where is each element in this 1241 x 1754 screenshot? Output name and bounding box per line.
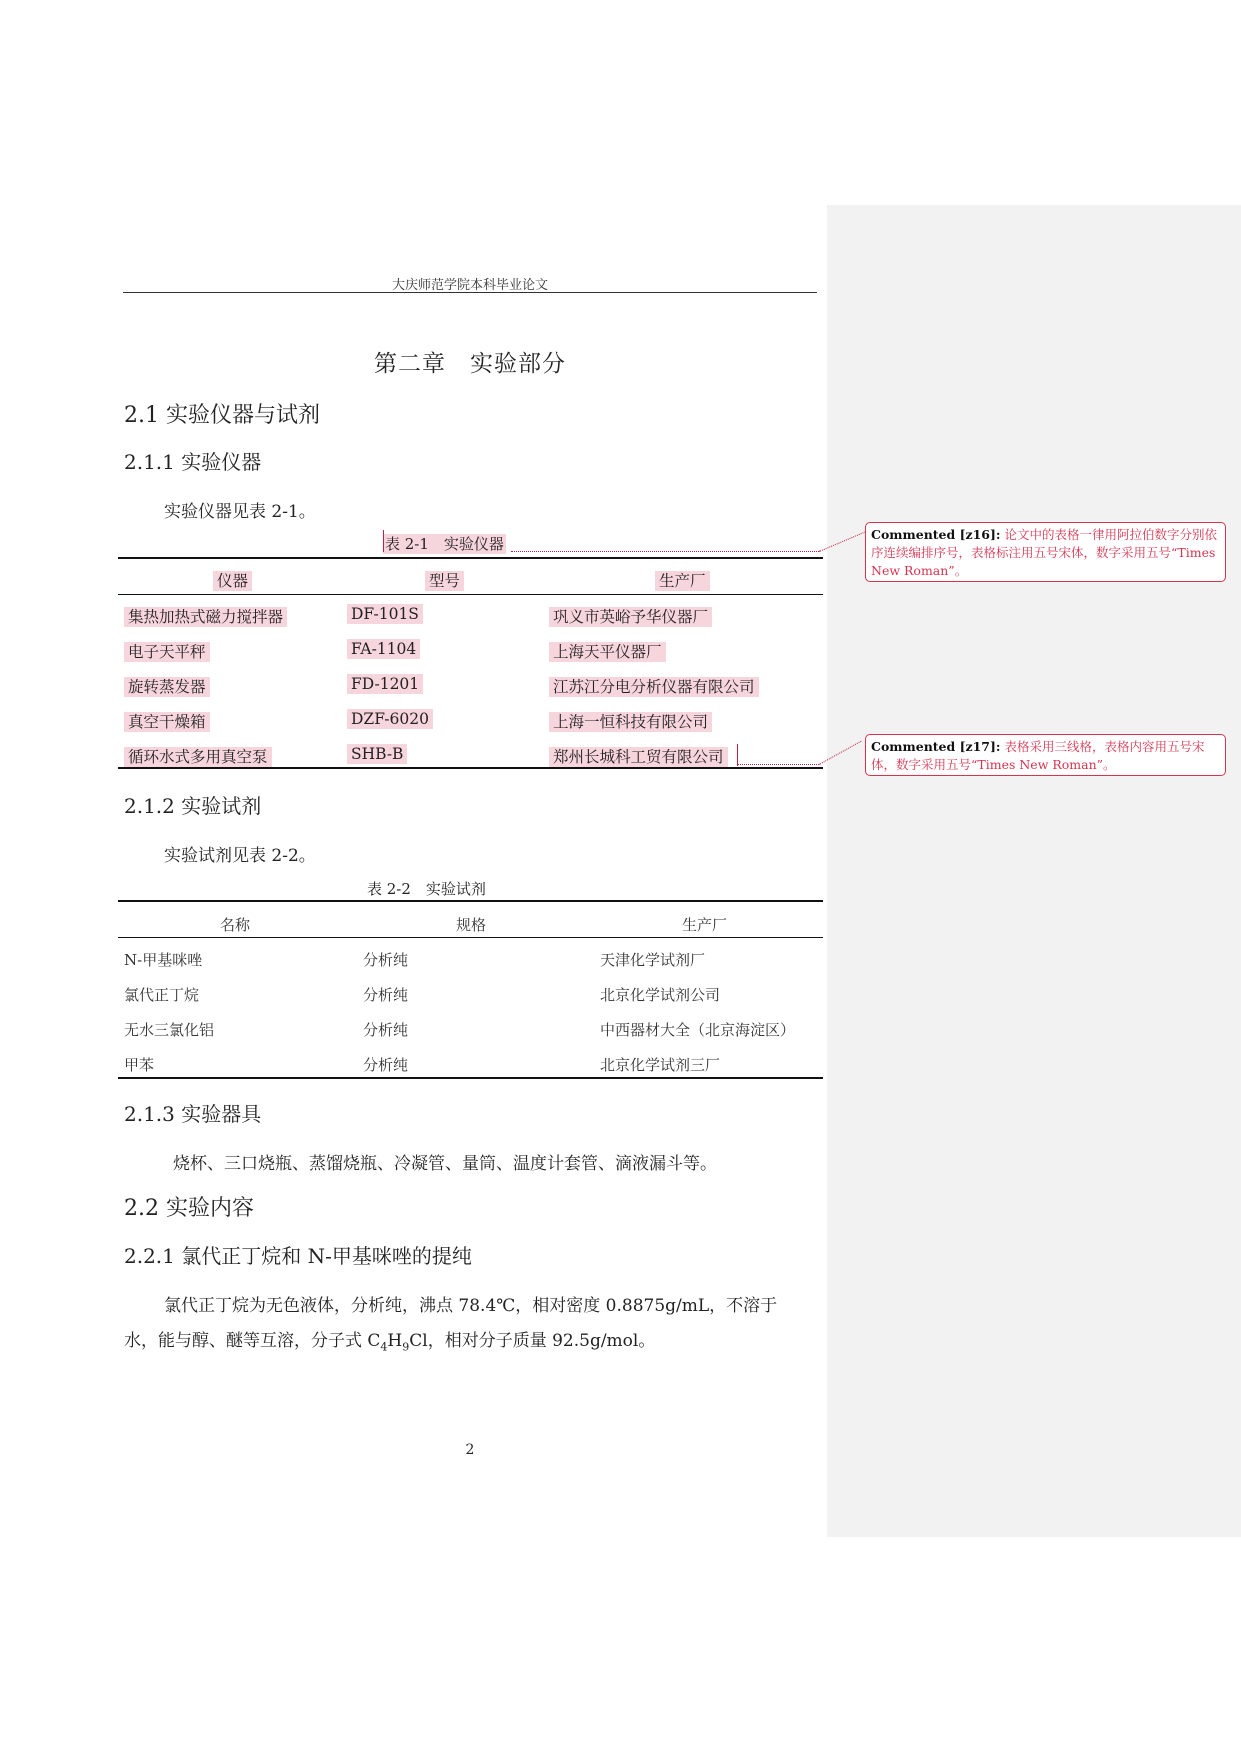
comment-z16-text: 论文中的表格一律用阿拉伯数字分别依序连续编排序号，表格标注用五号宋体，数字采用五号“Times New Roman”。 <box>871 527 1218 578</box>
header-rule <box>123 292 817 293</box>
table2-cell: 中西器材大全（北京海淀区） <box>600 1021 796 1039</box>
table1-cell: 循环水式多用真空泵 <box>124 745 272 767</box>
table1-caption-text: 表 2-1 实验仪器 <box>385 535 504 553</box>
table1-header-rule <box>118 594 823 595</box>
comment-z17-label: Commented [z17]: <box>871 739 1001 754</box>
table1-cell: 电子天平秤 <box>124 640 210 662</box>
table1-cell: FD-1201 <box>347 675 423 693</box>
section-2-1-1-heading: 2.1.1 实验仪器 <box>124 450 262 474</box>
table1-cell: FA-1104 <box>347 640 420 658</box>
table1-cell: 江苏江分电分析仪器有限公司 <box>549 675 759 697</box>
section-2-1-heading: 2.1 实验仪器与试剂 <box>124 403 320 428</box>
table2-header-spec: 规格 <box>456 916 487 934</box>
section-2-1-3-heading: 2.1.3 实验器具 <box>124 1102 262 1126</box>
table1-cell: DF-101S <box>347 605 423 623</box>
comment-z16-leader <box>511 551 819 552</box>
table1-cell: SHB-B <box>347 745 407 763</box>
table2-cell: 氯代正丁烷 <box>124 986 200 1004</box>
table1-bottom-rule <box>118 767 823 769</box>
table1-cell: 旋转蒸发器 <box>124 675 210 697</box>
table1-cell: 集热加热式磁力搅拌器 <box>124 605 287 627</box>
table2-cell: 北京化学试剂三厂 <box>600 1056 721 1074</box>
table1-top-rule <box>118 557 823 559</box>
page-number: 2 <box>465 1442 475 1458</box>
section-2-2-1-heading: 2.2.1 氯代正丁烷和 N-甲基咪唑的提纯 <box>124 1244 472 1268</box>
table2-top-rule <box>118 900 823 902</box>
section-2-1-2-heading: 2.1.2 实验试剂 <box>124 794 262 818</box>
table2-cell: 甲苯 <box>124 1056 155 1074</box>
section-2-2-1-text-line2: 水，能与醇、醚等互溶，分子式 $C_4H_9Cl$，相对分子质量 92.5g/mol。 <box>124 1331 656 1354</box>
section-2-1-2-text: 实验试剂见表 2-2。 <box>164 846 316 866</box>
comment-z17-text: 表格采用三线格，表格内容用五号宋体，数字采用五号“Times New Roman”。 <box>871 739 1205 772</box>
table2-cell: 北京化学试剂公司 <box>600 986 721 1004</box>
table1-header-instrument: 仪器 <box>213 569 252 591</box>
table1-cell: 上海天平仪器厂 <box>549 640 666 662</box>
text-cursor <box>383 530 384 552</box>
table2-bottom-rule <box>118 1077 823 1079</box>
table2-cell: 天津化学试剂厂 <box>600 951 706 969</box>
section-2-1-3-text: 烧杯、三口烧瓶、蒸馏烧瓶、冷凝管、量筒、温度计套管、滴液漏斗等。 <box>173 1154 717 1174</box>
table2-cell: N-甲基咪唑 <box>124 951 203 969</box>
table2-cell: 无水三氯化铝 <box>124 1021 215 1039</box>
table2-header-rule <box>118 937 823 938</box>
table1-header-maker: 生产厂 <box>655 569 710 591</box>
section-2-2-1-text-line1: 氯代正丁烷为无色液体，分析纯，沸点 78.4℃，相对密度 0.8875g/mL，不溶于 <box>164 1296 778 1316</box>
comment-z17[interactable] <box>865 734 1226 776</box>
table2-cell: 分析纯 <box>363 1021 409 1039</box>
table2-cell: 分析纯 <box>363 951 409 969</box>
running-header: 大庆师范学院本科毕业论文 <box>391 278 548 293</box>
table1-caption[interactable] <box>383 533 506 554</box>
comment-z17-leader <box>737 764 819 765</box>
table1-cell: 巩义市英峪予华仪器厂 <box>549 605 712 627</box>
table1-cell: 真空干燥箱 <box>124 710 210 732</box>
table1-header-model: 型号 <box>425 569 464 591</box>
table2-cell: 分析纯 <box>363 986 409 1004</box>
table2-header-maker: 生产厂 <box>682 916 728 934</box>
table1-cell: DZF-6020 <box>347 710 433 728</box>
table2-caption: 表 2-2 实验试剂 <box>367 880 486 898</box>
comment-z16-label: Commented [z16]: <box>871 527 1001 542</box>
table1-cell: 郑州长城科工贸有限公司 <box>549 745 728 767</box>
comment-margin-pane <box>827 205 1241 1537</box>
comment-z16[interactable] <box>865 522 1226 582</box>
table1-cell: 上海一恒科技有限公司 <box>549 710 712 732</box>
section-2-2-heading: 2.2 实验内容 <box>124 1196 254 1221</box>
chapter-title: 第二章 实验部分 <box>374 351 566 377</box>
table2-header-name: 名称 <box>220 916 251 934</box>
section-2-1-1-text: 实验仪器见表 2-1。 <box>164 502 316 522</box>
table2-cell: 分析纯 <box>363 1056 409 1074</box>
text-cursor <box>737 744 738 766</box>
